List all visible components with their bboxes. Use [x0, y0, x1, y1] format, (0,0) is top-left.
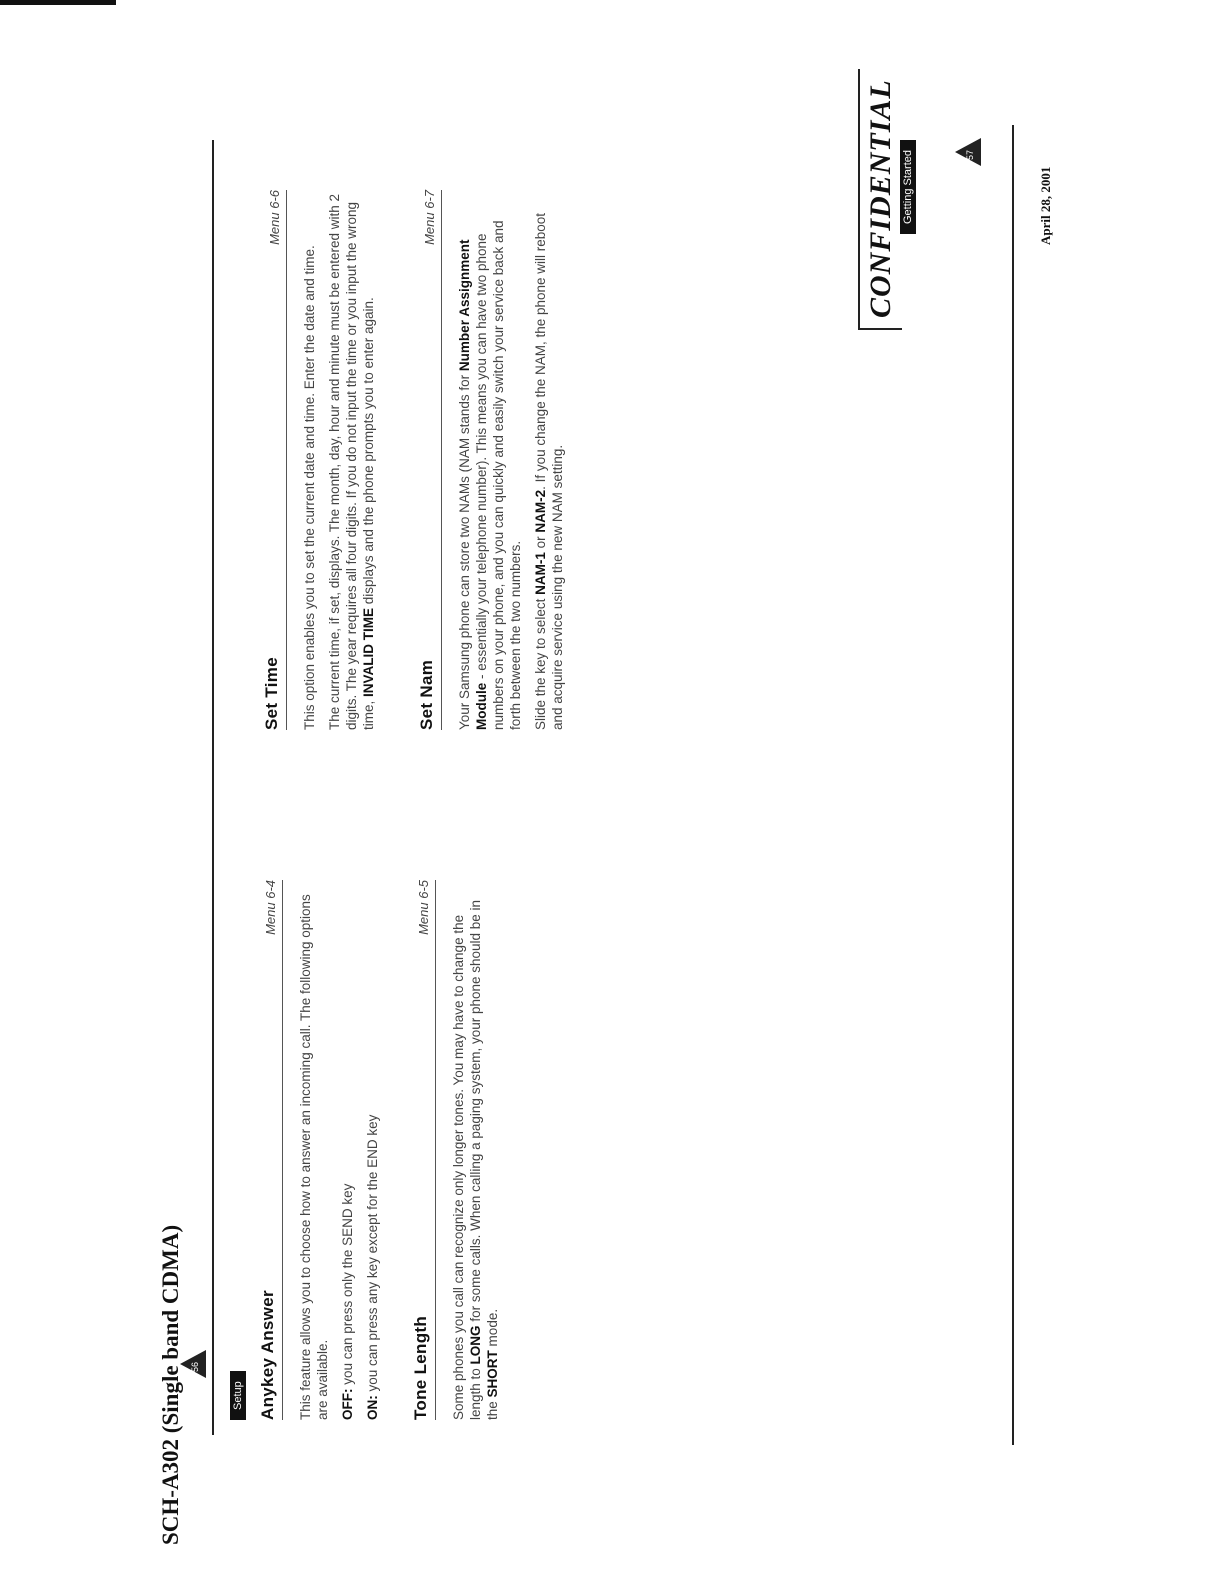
footer-date: April 28, 2001	[1038, 166, 1053, 245]
setnam-section	[417, 190, 566, 730]
right-page	[898, 140, 946, 700]
setnam-nam-bold: Number Assignment Module	[457, 239, 489, 730]
settime-title: Set Time	[262, 657, 281, 730]
anykey-desc: This feature allows you to choose how to answer an incoming call. The following options are available.	[298, 894, 330, 1420]
anykey-off-text: you can press only the SEND key	[340, 1183, 355, 1385]
left-page	[228, 860, 531, 1420]
page-number-left: 56	[190, 1361, 200, 1372]
anykey-off-label: OFF:	[340, 1388, 355, 1420]
anykey-on-text: you can press any key except for the END key	[365, 1114, 380, 1392]
tone-menu: Menu 6-5	[416, 880, 431, 935]
scan-mark	[0, 0, 116, 5]
settime-menu: Menu 6-6	[267, 190, 282, 245]
settime-p2b: displays and the phone prompts you to enter again.	[361, 297, 376, 605]
tone-desc-1: Some phones you call can recognize only longer tones. You may have to change the length to	[451, 914, 483, 1420]
setnam-p1a: Your Samsung phone can store two NAMs (NAM stands for	[457, 374, 472, 730]
footer-model: SCH-A302 (Single band CDMA)	[158, 1224, 183, 1545]
setnam-menu: Menu 6-7	[422, 190, 437, 245]
tone-title: Tone Length	[411, 1315, 430, 1420]
tone-desc-2: for some calls. When calling a paging system, your phone should be in the	[468, 899, 500, 1420]
setnam-p2a: Slide the key to select	[533, 598, 548, 730]
setnam-or: or	[533, 536, 548, 549]
confidential-stamp: CONFIDENTIAL	[858, 69, 902, 330]
tone-desc-3: mode.	[485, 1308, 500, 1347]
section-tab-setup: Setup	[230, 1371, 246, 1420]
anykey-title: Anykey Answer	[258, 1290, 277, 1420]
page-number-right: 57	[965, 149, 975, 160]
anykey-section	[258, 880, 381, 1420]
settime-p1: This option enables you to set the current date and time. Enter the date and time.	[302, 245, 317, 730]
tone-desc	[450, 880, 501, 1420]
anykey-menu: Menu 6-4	[263, 880, 278, 935]
setnam-p2b: . If you change the NAM, the phone will reboot and acquire service using the new NAM setting.	[533, 212, 565, 730]
right-frame-line	[1012, 125, 1014, 1445]
anykey-off	[339, 880, 356, 1420]
setnam-title: Set Nam	[417, 659, 436, 730]
setnam-nam1: NAM-1	[533, 552, 548, 595]
tone-long: LONG	[468, 1325, 483, 1365]
setnam-p2	[532, 190, 566, 730]
tone-short: SHORT	[485, 1350, 500, 1398]
tone-section	[411, 880, 501, 1420]
anykey-on-label: ON:	[365, 1395, 380, 1420]
setnam-p1	[456, 190, 524, 730]
settime-invalid: INVALID TIME	[361, 607, 376, 697]
left-frame-line	[212, 140, 214, 1435]
anykey-on	[364, 880, 381, 1420]
section-tab-getting-started: Getting Started	[900, 140, 916, 234]
settime-section	[262, 190, 377, 730]
right-content	[262, 170, 596, 730]
setnam-p1b: - essentially your telephone number). This means you can have two phone numbers on your phone, and you can quickly and easily switch your service back and forth between the two numbers.	[474, 220, 523, 730]
setnam-nam2: NAM-2	[533, 489, 548, 533]
settime-p2a: The current time, if set, displays. The month, day, hour and minute must be entered with 2 digits. The year requires all four digits. If you do not input the time or you input the wrong time,	[327, 193, 376, 730]
settime-p2	[326, 190, 377, 730]
